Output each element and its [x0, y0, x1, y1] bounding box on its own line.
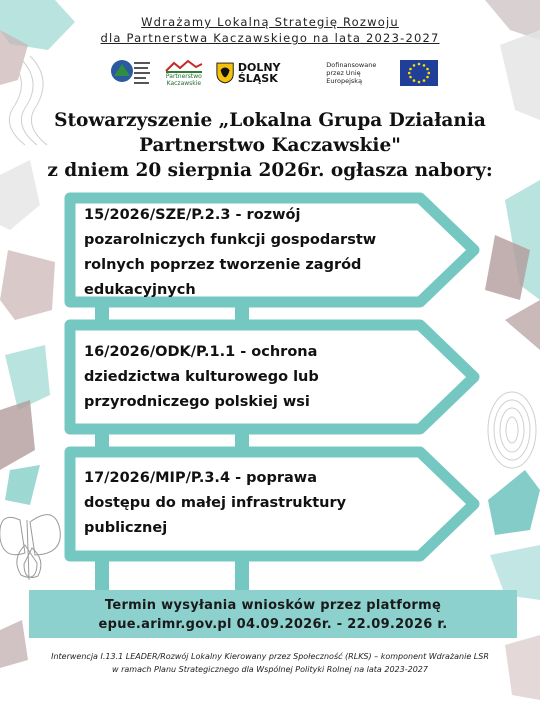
sign-text-3 [84, 466, 346, 541]
sign-2-line-1: 16/2026/ODK/P.1.1 - ochrona [84, 344, 318, 360]
deadline-line-1: Termin wysyłania wniosków przez platformę [104, 598, 442, 613]
sign-text-1 [84, 203, 376, 303]
sign-1-line-1: 15/2026/SZE/P.2.3 - rozwój [84, 207, 301, 223]
deadline-banner [29, 590, 517, 638]
title-line-2: Partnerstwo Kaczawskie" [139, 135, 401, 156]
partnerstwo-kaczawskie-label: Partnerstwo Kaczawskie [165, 73, 202, 87]
sign-3-line-2: dostępu do małej infrastruktury [84, 495, 347, 511]
sign-3-line-1: 17/2026/MIP/P.3.4 - poprawa [84, 470, 317, 486]
sign-1-line-3: rolnych poprzez tworzenie zagród [84, 257, 362, 273]
title-line-3: z dniem 20 sierpnia 2026r. ogłasza nabory: [47, 160, 493, 181]
footer [0, 650, 540, 676]
header-line-2: dla Partnerstwa Kaczawskiego na lata 2023-2027 [100, 31, 440, 45]
sign-1-line-2: pozarolniczych funkcji gospodarstw [84, 232, 377, 248]
dolny-slask-label: DOLNY ŚLĄSK [237, 61, 281, 85]
title-line-1: Stowarzyszenie „Lokalna Grupa Działania [54, 110, 486, 131]
header-line-1: Wdrażamy Lokalną Strategię Rozwoju [141, 15, 399, 29]
sign-3-line-3: publicznej [84, 520, 168, 536]
footer-line-1: Interwencja I.13.1 LEADER/Rozwój Lokalny Kierowany przez Społeczność (RLKS) – komponent Wdrażanie LSR [51, 652, 489, 661]
eu-funding-label: Dofinansowane przez Unię Europejską [326, 61, 377, 85]
deadline-line-2: epue.arimr.gov.pl 04.09.2026r. - 22.09.2026 r. [98, 617, 448, 632]
sign-1-line-4: edukacyjnych [84, 282, 196, 298]
sign-2-line-3: przyrodniczego polskiej wsi [84, 394, 310, 410]
sign-2-line-2: dziedzictwa kulturowego lub [84, 369, 319, 385]
sign-text-2 [84, 340, 319, 415]
footer-line-2: w ramach Planu Strategicznego dla Wspólnej Polityki Rolnej na lata 2023-2027 [112, 665, 428, 674]
